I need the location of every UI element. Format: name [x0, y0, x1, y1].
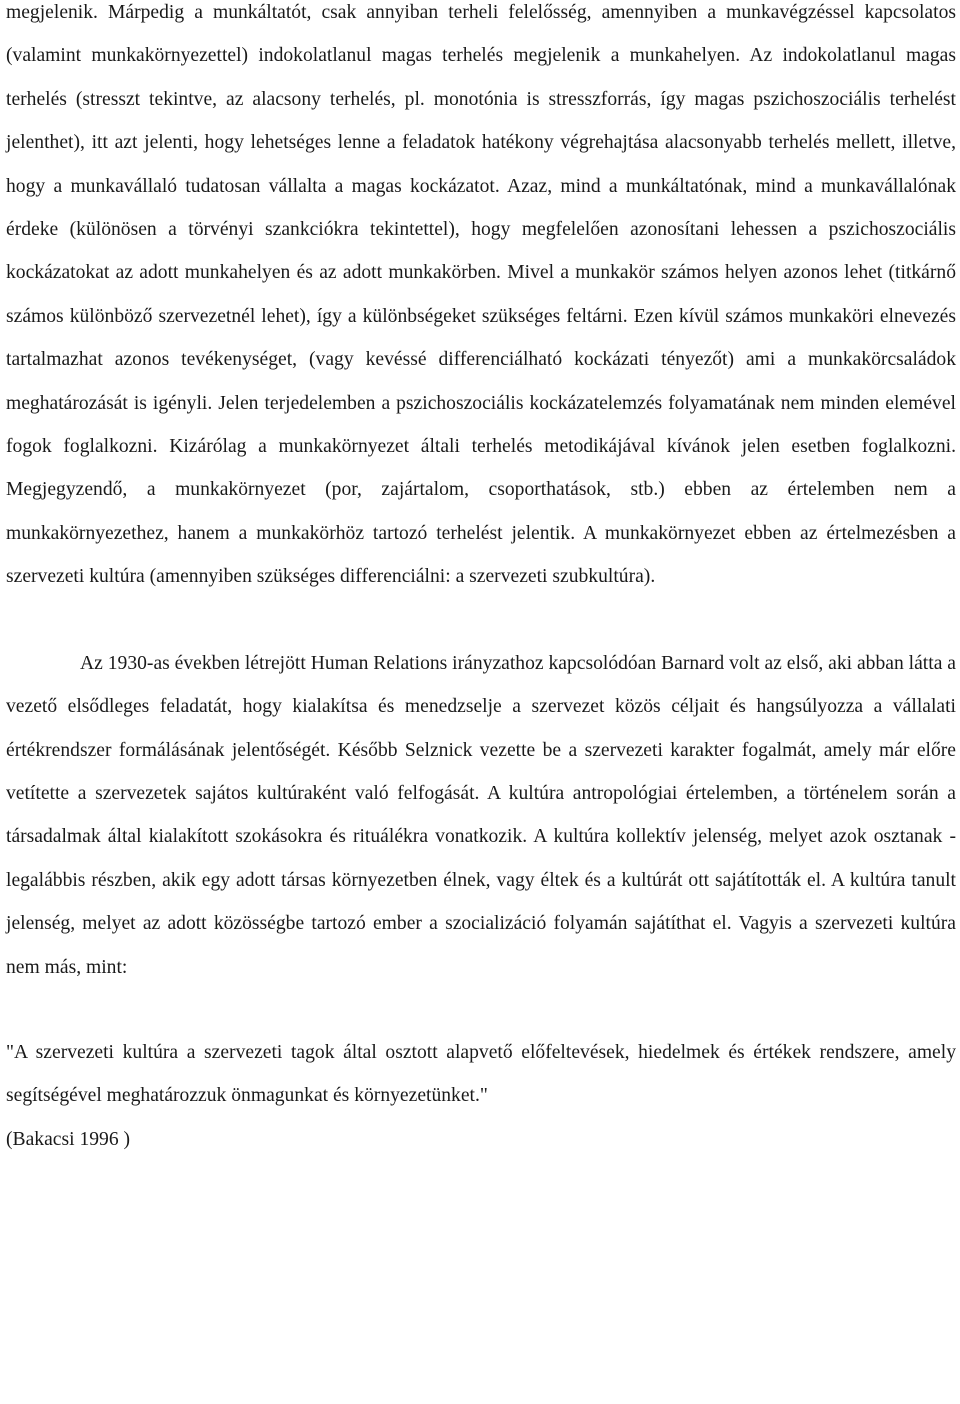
- paragraph-psychosocial-risk: megjelenik. Márpedig a munkáltatót, csak annyiban terheli felelősség, amennyiben a munkavégzéssel kapcsolatos (valamint munkakörnyezettel) indokolatlanul magas terhelés megjelenik a munkahelyen. Az indokolatlanul magas terhelés (stresszt tekintve, az alacsony terhelés, pl. monotónia is stresszforrás, így magas pszichoszociális terhelést jelenthet), itt azt jelenti, hogy lehetséges lenne a feladatok hatékony végrehajtása alacsonyabb terhelés mellett, illetve, hogy a munkavállaló tudatosan vállalta a magas kockázatot. Azaz, mind a munkáltatónak, mind a munkavállalónak érdeke (különösen a törvényi szankciókra tekintettel), hogy megfelelően azonosítani lehessen a pszichoszociális kockázatokat az adott munkahelyen és az adott munkakörben. Mivel a munkakör számos helyen azonos lehet (titkárnő számos különböző szervezetnél lehet), így a különbségeket szükséges feltárni. Ezen kívül számos munkaköri elnevezés tartalmazhat azonos tevékenységet, (vagy kevéssé differenciálható kockázati tényezőt) ami a munkakörcsaládok meghatározását is igényli. Jelen terjedelemben a pszichoszociális kockázatelemzés folyamatának nem minden elemével fogok foglalkozni. Kizárólag a munkakörnyezet általi terhelés metodikájával kívánok jelen esetben foglalkozni. Megjegyzendő, a munkakörnyezet (por, zajártalom, csoporthatások, stb.) ebben az értelemben nem a munkakörnyezethez, hanem a munkakörhöz tartozó terhelést jelentik. A munkakörnyezet ebben az értelmezésben a szervezeti kultúra (amennyiben szükséges differenciálni: a szervezeti szubkultúra).: [6, 2, 956, 588]
- document-page: [6, 0, 956, 1161]
- paragraph-organizational-culture: Az 1930-as években létrejött Human Relations irányzathoz kapcsolódóan Barnard volt az első, aki abban látta a vezető elsődleges feladatát, hogy kialakítsa és menedzselje a szervezet közös céljait és hangsúlyozza a vállalati értékrendszer formálásának jelentőségét. Később Selznick vezette be a szervezeti karakter fogalmát, amely már előre vetítette a szervezetek sajátos kultúraként való felfogását. A kultúra antropológiai értelemben, a történelem során a társadalmak által kialakított szokásokra és rituálékra vonatkozik. A kultúra kollektív jelenség, melyet azok osztanak - legalábbis részben, akik egy adott társas környezetben élnek, vagy éltek és a kultúrát ott sajátították el. A kultúra tanult jelenség, melyet az adott közösségbe tartozó ember a szocializáció folyamán sajátíthat el. Vagyis a szervezeti kultúra nem más, mint:: [6, 652, 956, 978]
- citation: (Bakacsi 1996 ): [6, 1128, 131, 1150]
- quote-definition: "A szervezeti kultúra a szervezeti tagok által osztott alapvető előfeltevések, hiedelmek és értékek rendszere, amely segítségével meghatározzuk önmagunkat és környezetünket.": [6, 1041, 956, 1107]
